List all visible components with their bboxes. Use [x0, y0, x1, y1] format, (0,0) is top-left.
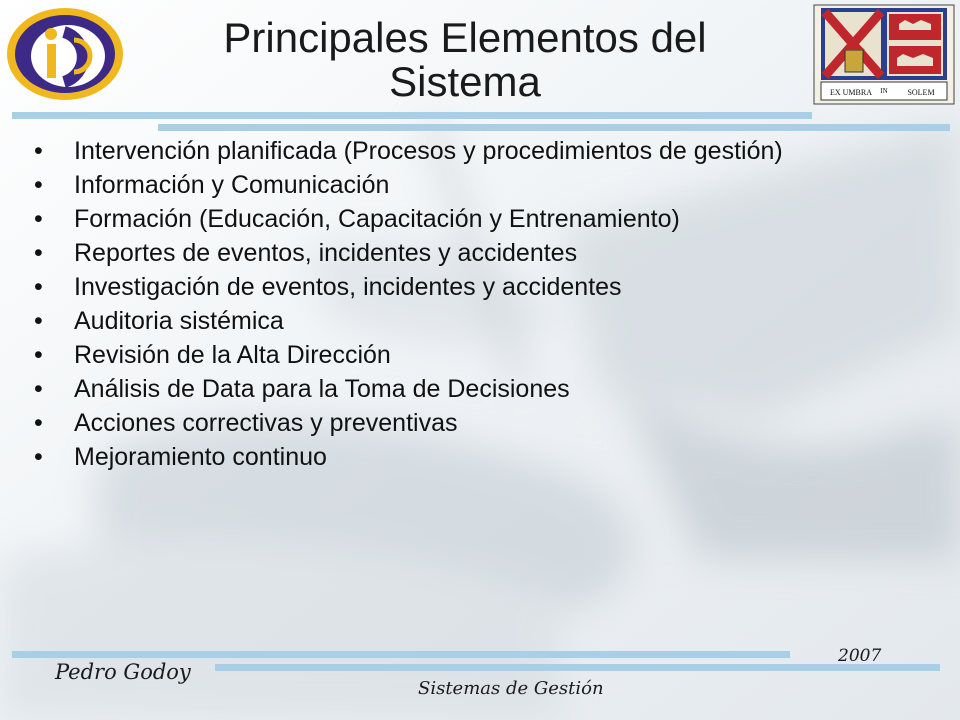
bullet-item: • Información y Comunicación: [32, 172, 930, 198]
university-crest-icon: [813, 4, 955, 105]
footer-rule-bottom: [215, 664, 940, 671]
bullet-item: • Intervención planificada (Procesos y procedimientos de gestión): [32, 140, 930, 162]
logo-id-icon: [4, 4, 126, 104]
bullet-item: • Revisión de la Alta Dirección: [32, 342, 930, 368]
bullet-item: • Reportes de eventos, incidentes y accidentes: [32, 240, 930, 266]
crest-motto-left: EX UMBRA: [829, 88, 873, 97]
bullet-item: • Auditoria sistémica: [32, 308, 930, 334]
bullet-item: • Acciones correctivas y preventivas: [32, 410, 930, 436]
footer-year: 2007: [838, 646, 882, 666]
crest-motto-mid: IN: [880, 87, 888, 95]
footer-rule-top: [12, 651, 790, 658]
bullet-item: • Formación (Educación, Capacitación y Entrenamiento): [32, 206, 930, 232]
bullet-item: • Investigación de eventos, incidentes y accidentes: [32, 274, 930, 300]
slide-title: Principales Elementos del Sistema: [223, 14, 707, 105]
bullet-list: [32, 137, 930, 478]
header-rule-top: [12, 112, 812, 119]
bullet-item: • Análisis de Data para la Toma de Decisiones: [32, 376, 930, 402]
footer-author: Pedro Godoy: [55, 660, 191, 684]
footer-subject: Sistemas de Gestión: [418, 678, 604, 699]
header-rule-bottom: [158, 124, 950, 131]
bullet-item: • Mejoramiento continuo: [32, 444, 930, 470]
crest-motto-right: SOLEM: [907, 88, 935, 97]
